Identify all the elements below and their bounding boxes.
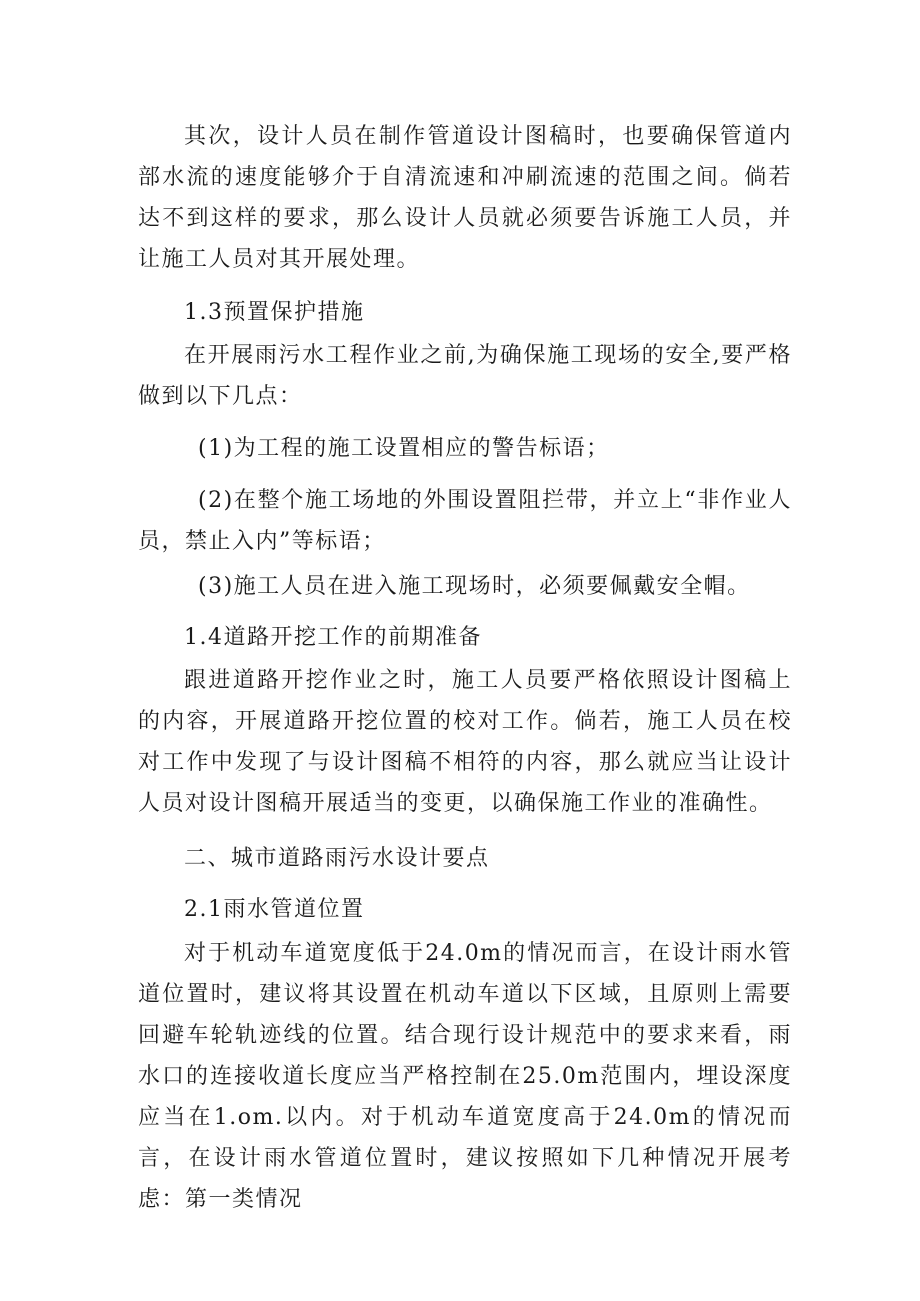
list-item-1: (1)为工程的施工设置相应的警告标语； bbox=[198, 436, 610, 461]
section-heading-1-4: 1.4道路开挖工作的前期准备 bbox=[184, 625, 482, 650]
list-item-2: (2)在整个施工场地的外围设置阻拦带，并立上“非作业人员，禁止入内”等标语； bbox=[138, 488, 792, 554]
paragraph-design-flow-speed: 其次，设计人员在制作管道设计图稿时，也要确保管道内部水流的速度能够介于自清流速和冲刷流速的范围之间。倘若达不到这样的要求，那么设计人员就必须要告诉施工人员，并让施工人员对其开展处理。 bbox=[138, 124, 792, 272]
section-heading-1-3: 1.3预置保护措施 bbox=[184, 300, 365, 325]
paragraph-rainwater-pipe-position: 对于机动车道宽度低于24.0m的情况而言，在设计雨水管道位置时，建议将其设置在机动车道以下区域，且原则上需要回避车轮轨迹线的位置。结合现行设计规范中的要求来看，雨水口的连接收道长度应当严格控制在25.0m范围内，埋设深度应当在1.om.以内。对于机动车道宽度高于24.0m的情况而言，在设计雨水管道位置时，建议按照如下几种情况开展考虑：第一类情况 bbox=[138, 941, 792, 1212]
section-heading-2-1: 2.1雨水管道位置 bbox=[184, 897, 365, 922]
paragraph-excavation-prep: 跟进道路开挖作业之时，施工人员要严格依照设计图稿上的内容，开展道路开挖位置的校对工作。倘若，施工人员在校对工作中发现了与设计图稿不相符的内容，那么就应当让设计人员对设计图稿开展适当的变更，以确保施工作业的准确性。 bbox=[138, 668, 792, 816]
list-item-3: (3)施工人员在进入施工现场时，必须要佩戴安全帽。 bbox=[198, 574, 751, 599]
paragraph-safety-intro: 在开展雨污水工程作业之前,为确保施工现场的安全,要严格做到以下几点： bbox=[138, 343, 792, 409]
section-heading-2: 二、城市道路雨污水设计要点 bbox=[184, 846, 490, 871]
